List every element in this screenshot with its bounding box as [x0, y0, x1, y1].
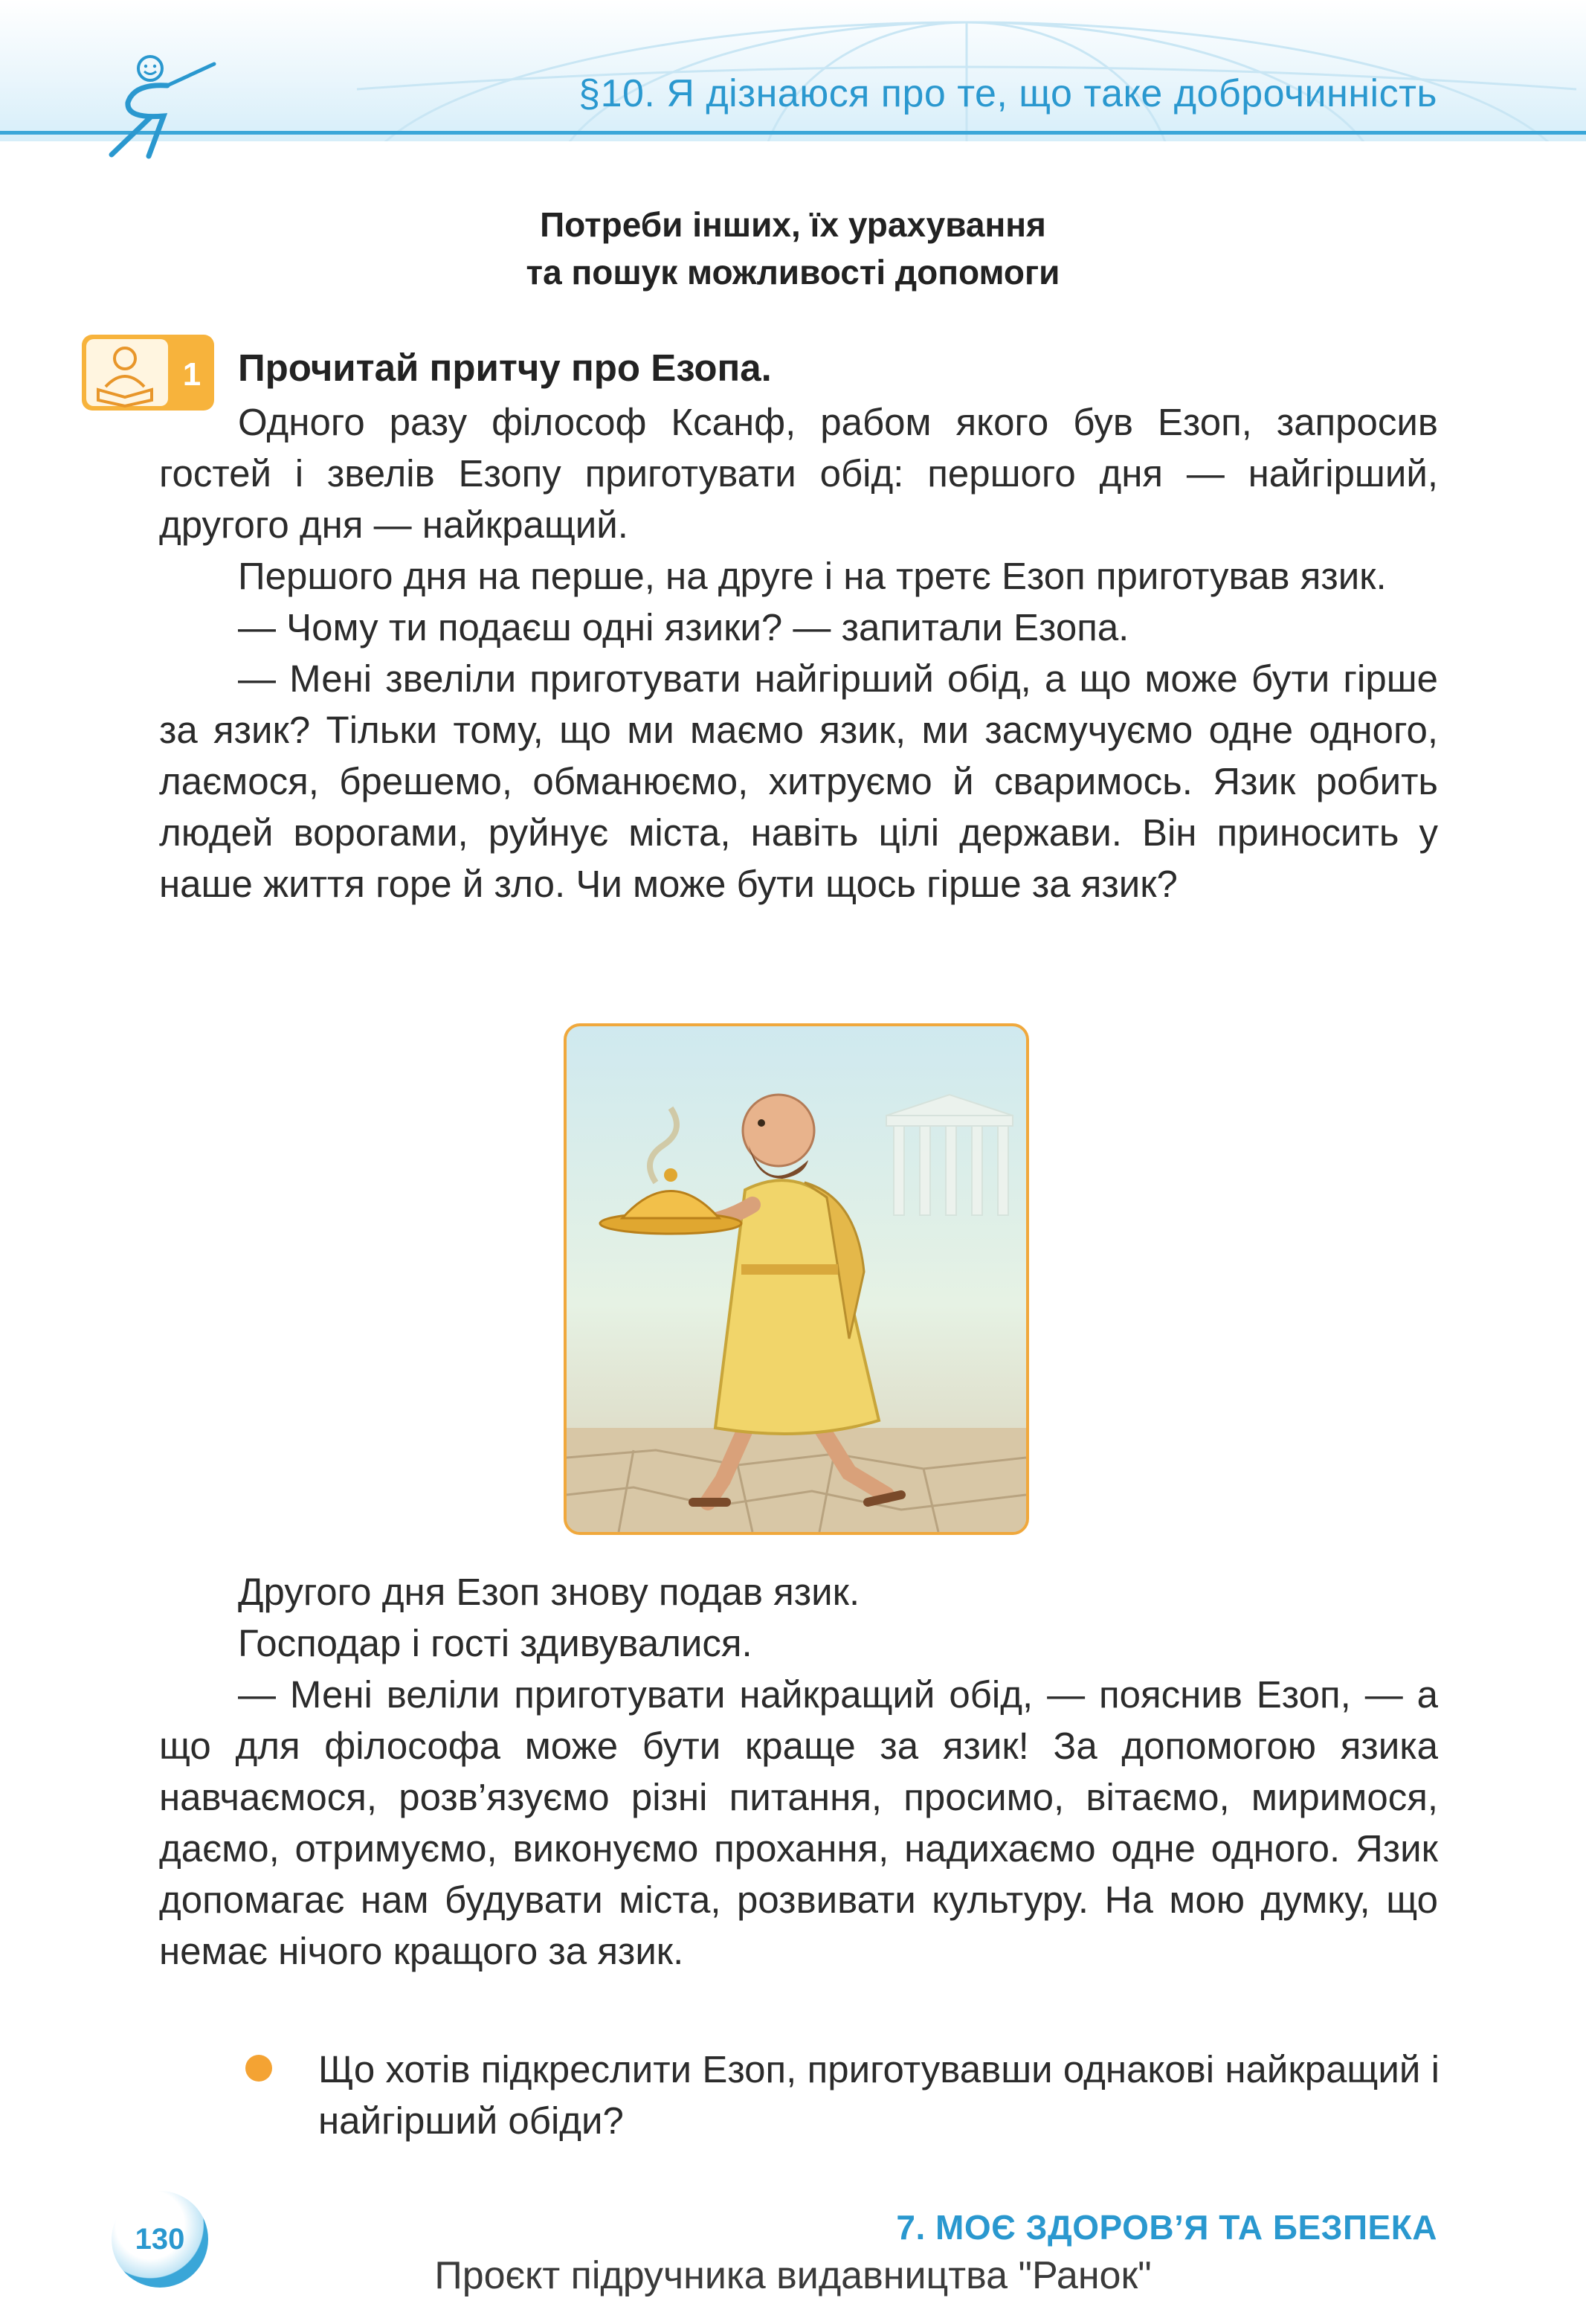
chapter-title: 7. МОЄ ЗДОРОВ’Я ТА БЕЗПЕКА [896, 2208, 1437, 2247]
paragraph: — Мені веліли приготувати найкращий обід, — пояснив Езоп, — а що для філософа може бути краще за язик! За допомогою язика навчаємося, розв’язуємо різні питання, просимо, вітаємо, миримося, даємо, отримуємо, виконуємо прохання, надихаємо одне одного. Язик допомагає нам будувати міста, розвивати культуру. На мою думку, що немає нічого кращого за язик. [159, 1673, 1438, 1972]
aesop-illustration [564, 1023, 1029, 1535]
paragraph: Другого дня Езоп знову подав язик. [238, 1571, 860, 1613]
publisher-footer: Проєкт підручника видавництва "Ранок" [434, 2254, 1152, 2297]
question-text: Що хотів підкреслити Езоп, приготувавши однакові найкращий і найгірший обіди? [318, 2048, 1440, 2142]
header-rule [0, 131, 1586, 135]
story-text-part-2 [159, 1566, 1438, 1977]
section-title-line-2: та пошук можливості допомоги [526, 253, 1060, 292]
question-bullet-icon [245, 2055, 272, 2082]
paragraph: — Мені звеліли приготувати найгірший обід, а що може бути гірше за язик? Тільки тому, що ми маємо язик, ми засмучуємо одне одного, лаємося, брешемо, обманюємо, хитруємо й сваримось. Язик робить людей ворогами, руйнує міста, навіть цілі держави. Він приносить у наше життя горе й зло. Чи може бути щось гірше за язик? [159, 657, 1438, 905]
aesop-carrying-dish-image [567, 1026, 1026, 1532]
globe-lines-decoration [0, 0, 1586, 141]
paragraph: Одного разу філософ Ксанф, рабом якого був Езоп, запросив гостей і звелів Езопу приготувати обід: першого дня — найгірший, другого дня — найкращий. [159, 401, 1438, 546]
page-number: 130 [135, 2222, 185, 2256]
task-instruction: Прочитай притчу про Езопа. [238, 347, 772, 389]
page-header [0, 0, 1586, 164]
paragraph: Господар і гості здивувалися. [238, 1622, 752, 1664]
task-number: 1 [182, 356, 202, 393]
header-background [0, 0, 1586, 141]
section-header-title: §10. Я дізнаюся про те, що таке доброчинність [578, 72, 1437, 115]
section-title-line-1: Потреби інших, їх урахування [540, 205, 1046, 244]
paragraph: Першого дня на перше, на друге і на третє Езоп приготував язик. [238, 555, 1387, 597]
story-text-part-1 [159, 396, 1438, 910]
paragraph: — Чому ти подаєш одні язики? — запитали Езопа. [238, 606, 1129, 648]
ya-logo-icon [97, 45, 223, 164]
